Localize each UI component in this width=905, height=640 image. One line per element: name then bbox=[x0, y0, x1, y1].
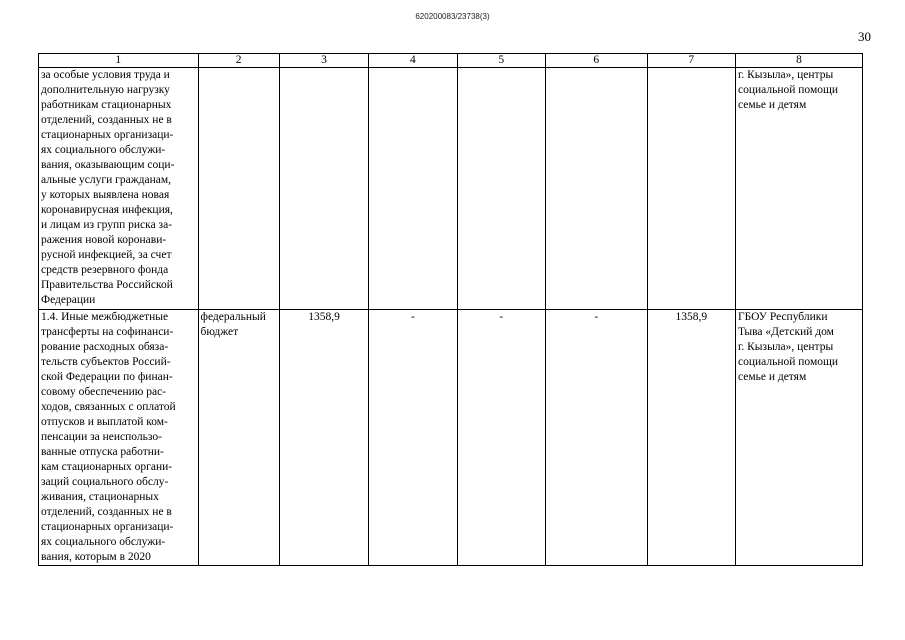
column-header-8: 8 bbox=[735, 54, 862, 68]
cell-col7 bbox=[647, 68, 735, 310]
page-number: 30 bbox=[858, 29, 871, 44]
cell-col5 bbox=[457, 68, 545, 310]
budget-table bbox=[38, 53, 863, 566]
cell-col4: - bbox=[369, 310, 457, 566]
cell-source: федеральный бюджет bbox=[198, 310, 279, 566]
cell-description: за особые условия труда и дополнительную нагрузку работникам стационарных отделений, созданных не в стационарных организаци- ях социального обслужи- вания, оказывающим соци- альные услуги гражданам, у которых выявлена новая коронавирусная инфекция, и лицам из групп риска за- ражения новой коронави- русной инфекцией, за счет средств резервного фонда Правительства Российской Федерации bbox=[39, 68, 199, 310]
cell-col3 bbox=[279, 68, 368, 310]
column-header-3: 3 bbox=[279, 54, 368, 68]
cell-col7: 1358,9 bbox=[647, 310, 735, 566]
table-row bbox=[39, 310, 863, 566]
cell-col3: 1358,9 bbox=[279, 310, 368, 566]
column-header-1: 1 bbox=[39, 54, 199, 68]
column-header-7: 7 bbox=[647, 54, 735, 68]
table-row bbox=[39, 68, 863, 310]
column-header-2: 2 bbox=[198, 54, 279, 68]
cell-description: 1.4. Иные межбюджетные трансферты на софинанси- рование расходных обяза- тельств субъектов Россий- ской Федерации по финан- совому обеспечению рас- ходов, связанных с оплатой отпусков и выплатой ком- пенсации за неиспользо- ванные отпуска работни- кам стационарных органи- заций социального обслу- живания, стационарных отделений, созданных не в стационарных организаци- ях социального обслужи- вания, которым в 2020 bbox=[39, 310, 199, 566]
document-code: 620200083/23738(3) bbox=[415, 12, 490, 21]
column-header-6: 6 bbox=[545, 54, 647, 68]
cell-executor: г. Кызыла», центры социальной помощи семье и детям bbox=[735, 68, 862, 310]
column-header-4: 4 bbox=[369, 54, 457, 68]
cell-executor: ГБОУ Республики Тыва «Детский дом г. Кызыла», центры социальной помощи семье и детям bbox=[735, 310, 862, 566]
cell-col6: - bbox=[545, 310, 647, 566]
cell-col4 bbox=[369, 68, 457, 310]
cell-col6 bbox=[545, 68, 647, 310]
cell-source bbox=[198, 68, 279, 310]
cell-col5: - bbox=[457, 310, 545, 566]
column-header-5: 5 bbox=[457, 54, 545, 68]
column-number-row bbox=[39, 54, 863, 68]
